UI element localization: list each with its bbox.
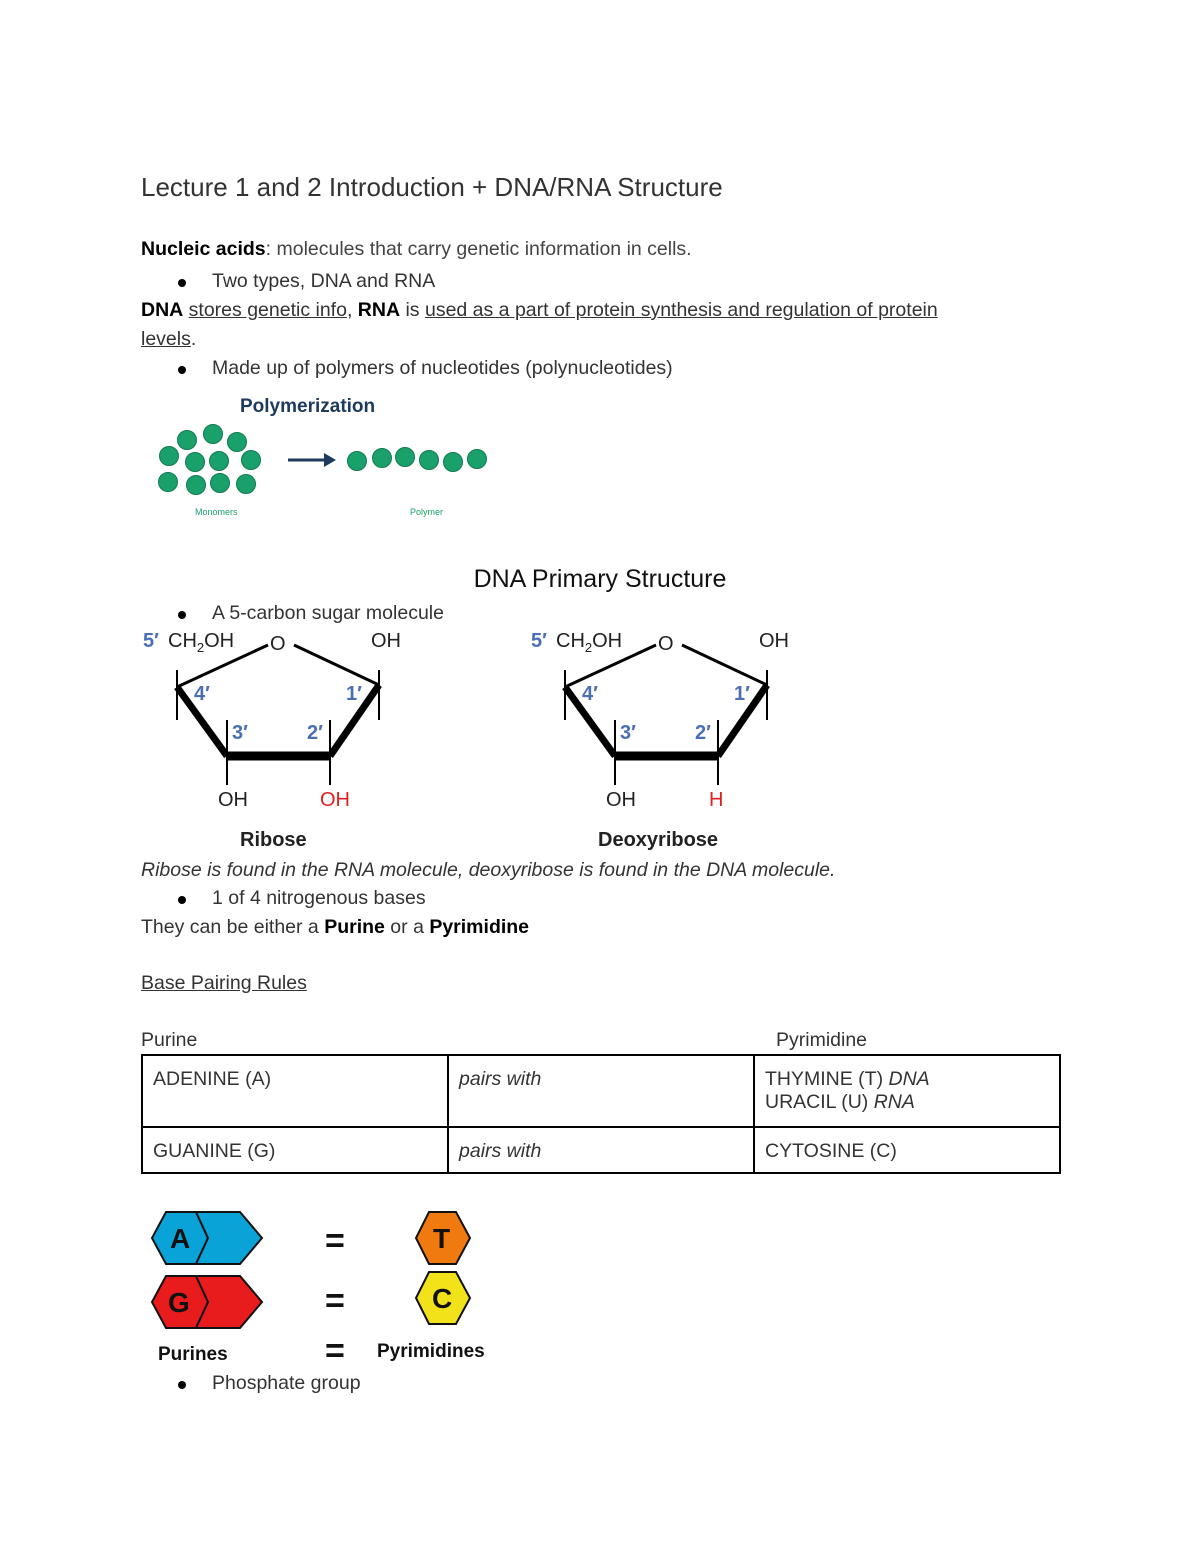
c5-label: 5′ — [143, 630, 159, 652]
relation-cell — [448, 1127, 754, 1173]
pyrimidines-label: Pyrimidines — [377, 1341, 485, 1362]
bullet-text: Made up of polymers of nucleotides (polynucleotides) — [212, 357, 673, 379]
bullet-dot — [178, 279, 186, 287]
table-header-purine: Purine — [141, 1029, 198, 1051]
pyrimidine-line-2 — [765, 1091, 1049, 1114]
bullet-dot — [178, 366, 186, 374]
rna-term: RNA — [357, 299, 401, 321]
ribose-note-text: Ribose is found in the RNA molecule, deoxyribose is found in the DNA molecule. — [141, 859, 836, 881]
c2-number: 2′ — [695, 722, 711, 744]
base-pairing-heading-text: Base Pairing Rules — [141, 972, 307, 994]
c4-number: 4′ — [194, 683, 210, 705]
bullet-dot — [178, 896, 186, 904]
purine-line-mid: or a — [384, 916, 430, 938]
adenine-letter: A — [170, 1223, 191, 1254]
purines-label: Purines — [158, 1344, 228, 1365]
polymerization-title: Polymerization — [240, 396, 376, 417]
bullet-text: A 5-carbon sugar molecule — [212, 602, 444, 624]
bullet-text: 1 of 4 nitrogenous bases — [212, 887, 426, 909]
nucleic-acids-definition — [141, 238, 692, 261]
ch2-label: $CH_2OH$ — [556, 630, 623, 655]
equals-sign: = — [325, 1282, 345, 1320]
c2-number: 2′ — [307, 722, 323, 744]
c2-group: OH — [320, 789, 350, 811]
relation-cell — [448, 1055, 754, 1127]
purine-pyrimidine-line — [141, 916, 529, 939]
equals-sign: = — [325, 1332, 345, 1370]
section-title: DNA Primary Structure — [473, 565, 727, 593]
base-pairing-table — [141, 1054, 1061, 1174]
bullet-text: Two types, DNA and RNA — [212, 270, 436, 292]
dna-term: DNA — [141, 299, 184, 321]
bullet-text: Phosphate group — [212, 1372, 361, 1394]
ring-oxygen: O — [658, 633, 674, 655]
equals-sign: = — [325, 1222, 345, 1260]
purine-cell: ADENINE (A) — [142, 1055, 448, 1127]
pyrimidine-note: DNA — [888, 1068, 930, 1090]
pyrimidine-name: THYMINE (T) — [765, 1068, 889, 1090]
guanine-letter: G — [168, 1287, 190, 1318]
rna-role-part-1: used as a part of protein synthesis and regulation of protein — [424, 299, 938, 321]
relation-text: pairs with — [459, 1068, 542, 1090]
c3-group: OH — [606, 789, 636, 811]
c3-number: 3′ — [620, 722, 636, 744]
pyrimidine-term: Pyrimidine — [429, 916, 530, 938]
ring-oxygen: O — [270, 633, 286, 655]
pyrimidine-cell — [754, 1055, 1060, 1127]
purine-line-pre: They can be either a — [141, 916, 325, 938]
relation-text: pairs with — [459, 1140, 542, 1162]
rna-role-part-2: levels — [141, 328, 191, 350]
monomer-beads — [159, 425, 261, 495]
base-pairs-figure — [140, 1200, 540, 1375]
nucleic-acids-text: : molecules that carry genetic information in cells. — [265, 238, 692, 260]
polymer-label: Polymer — [410, 507, 444, 517]
c1-number: 1′ — [346, 683, 362, 705]
base-pairing-heading — [141, 972, 307, 995]
arrow-icon — [288, 453, 336, 467]
c2-group: H — [709, 789, 724, 811]
c1-group: OH — [759, 630, 789, 652]
separator: , — [346, 299, 353, 321]
c3-group: OH — [218, 789, 248, 811]
dna-rna-roles-line-1 — [141, 299, 938, 322]
c4-number: 4′ — [582, 683, 598, 705]
ch2-label: $CH_2OH$ — [168, 630, 235, 655]
c1-group: OH — [371, 630, 401, 652]
thymine-letter: T — [433, 1223, 451, 1254]
polymer-chain — [348, 448, 487, 472]
monomers-label: Monomers — [195, 507, 238, 517]
deoxyribose-ring — [565, 645, 767, 785]
pyrimidine-cell: CYTOSINE (C) — [754, 1127, 1060, 1173]
polymerization-figure — [140, 390, 500, 525]
purine-cell: GUANINE (G) — [142, 1127, 448, 1173]
pyrimidine-name: URACIL (U) — [765, 1091, 874, 1113]
dna-role: stores genetic info — [188, 299, 347, 321]
ribose-structure — [140, 625, 430, 855]
table-header-pyrimidine: Pyrimidine — [776, 1029, 868, 1051]
pyrimidine-note: RNA — [873, 1091, 915, 1113]
pyrimidine-line-1 — [765, 1068, 1049, 1091]
cytosine-letter: C — [432, 1283, 453, 1314]
dna-rna-roles-line-2 — [141, 328, 196, 351]
adenine-icon — [152, 1212, 262, 1264]
ribose-name: Ribose — [240, 829, 307, 851]
deoxyribose-structure — [528, 625, 818, 855]
page-title: Lecture 1 and 2 Introduction + DNA/RNA Structure — [141, 172, 723, 202]
table-row — [142, 1127, 1060, 1173]
table-row — [142, 1055, 1060, 1127]
ribose-note — [141, 859, 835, 882]
deoxyribose-name: Deoxyribose — [598, 829, 719, 851]
bullet-dot — [178, 1381, 186, 1389]
period: . — [190, 328, 197, 350]
ribose-ring — [177, 645, 379, 785]
nucleic-acids-term: Nucleic acids — [141, 238, 266, 260]
purine-term: Purine — [324, 916, 385, 938]
is-word: is — [405, 299, 420, 321]
c5-label: 5′ — [531, 630, 547, 652]
c3-number: 3′ — [232, 722, 248, 744]
bullet-dot — [178, 611, 186, 619]
c1-number: 1′ — [734, 683, 750, 705]
